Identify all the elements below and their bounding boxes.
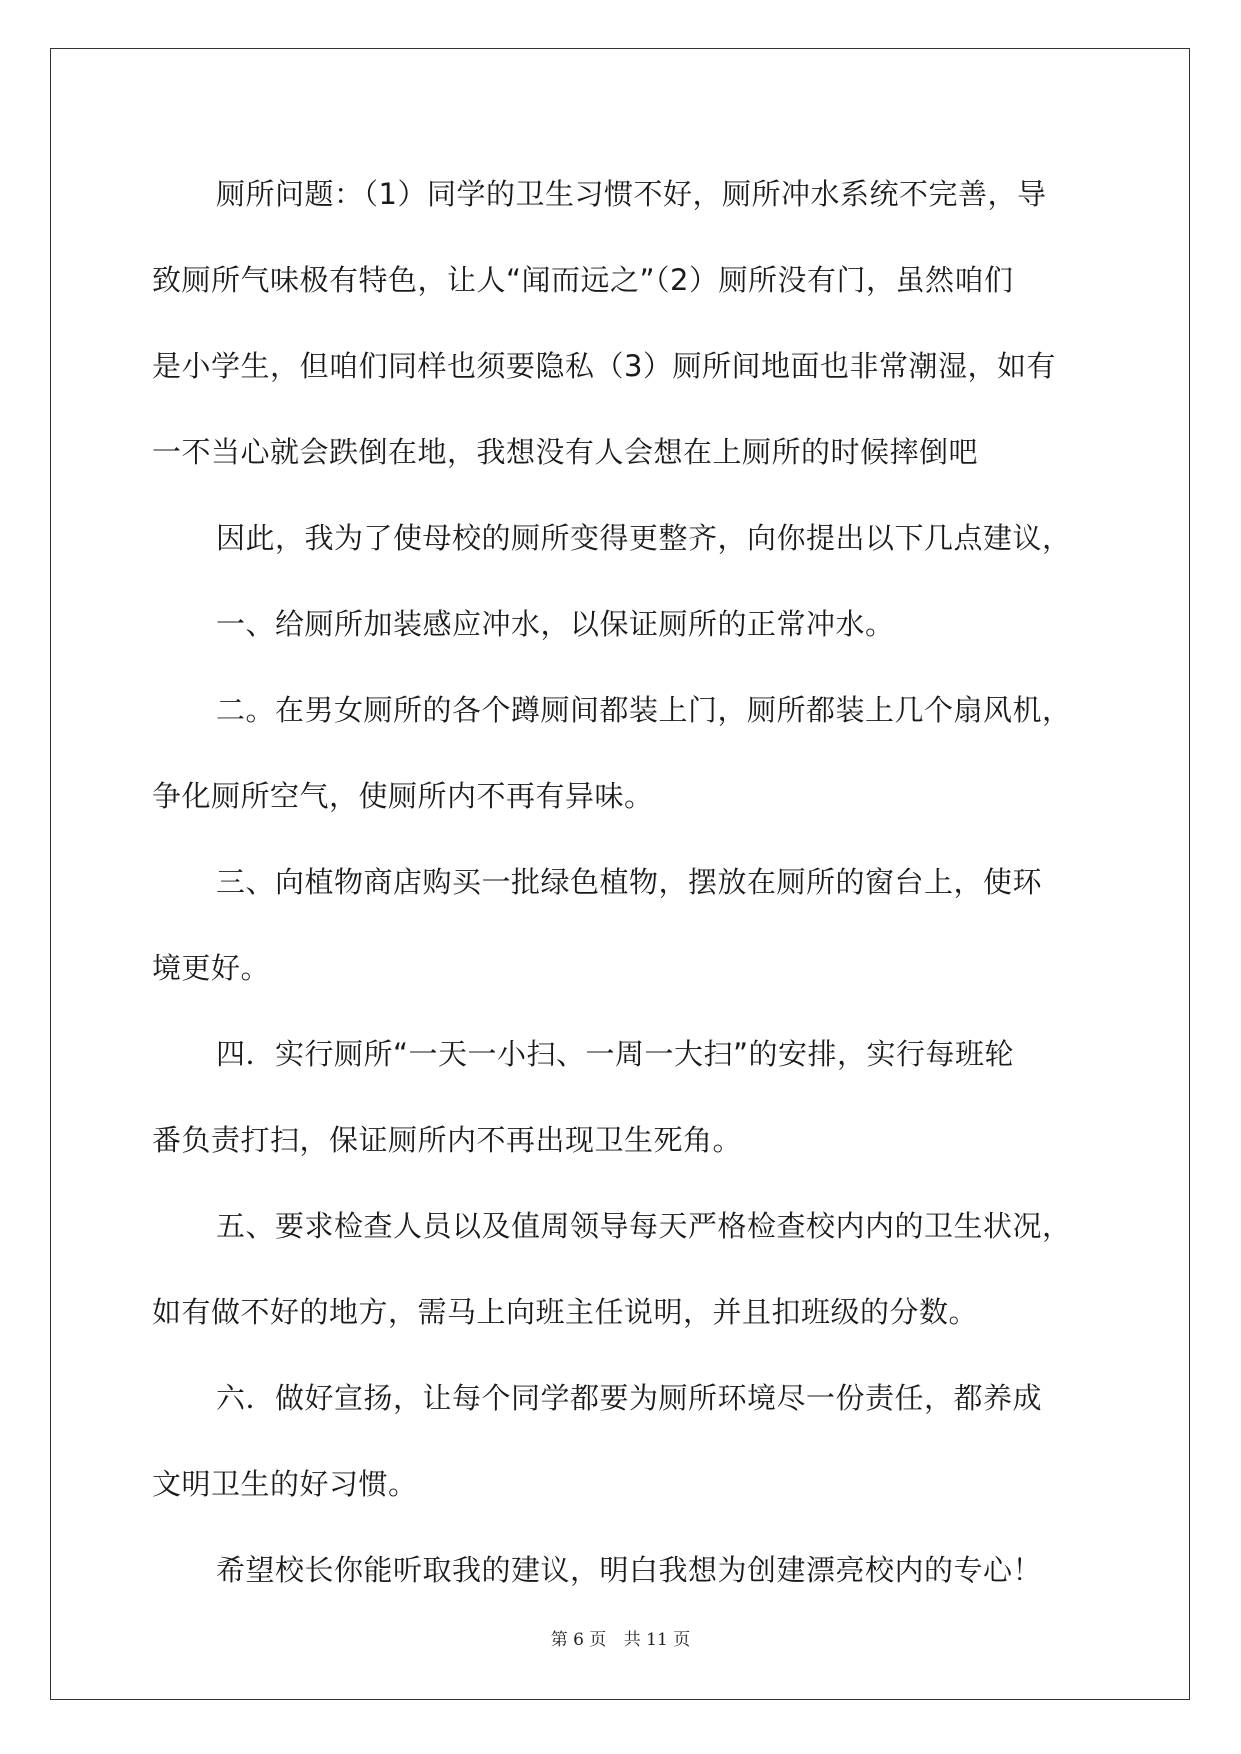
paragraph-line: 如有做不好的地方，需马上向班主任说明，并且扣班级的分数。: [152, 1295, 979, 1329]
page-footer: [0, 1625, 1241, 1650]
paragraph-line: 一不当心就会跌倒在地，我想没有人会想在上厕所的时候摔倒吧: [152, 435, 979, 469]
paragraph-line: 致厕所气味极有特色，让人“闻而远之”（2）厕所没有门，虽然咱们: [152, 263, 1014, 297]
paragraph-line: 希望校长你能听取我的建议，明白我想为创建漂亮校内的专心！: [216, 1553, 1043, 1587]
paragraph-line: 二。在男女厕所的各个蹲厕间都装上门，厕所都装上几个扇风机，: [216, 693, 1072, 727]
document-body: [152, 158, 1087, 1620]
paragraph-line: 番负责打扫，保证厕所内不再出现卫生死角。: [152, 1123, 743, 1157]
paragraph-line: 文明卫生的好习惯。: [152, 1467, 418, 1501]
page-number: 第 6 页: [550, 1630, 607, 1650]
paragraph-line: 境更好。: [152, 951, 271, 985]
paragraph-line: 争化厕所空气，使厕所内不再有异味。: [152, 779, 654, 813]
paragraph-line: 一、给厕所加装感应冲水，以保证厕所的正常冲水。: [216, 607, 895, 641]
paragraph-line: 是小学生，但咱们同样也须要隐私（3）厕所间地面也非常潮湿，如有: [152, 349, 1056, 383]
paragraph-line: 六．做好宣扬，让每个同学都要为厕所环境尽一份责任，都养成: [216, 1381, 1043, 1415]
paragraph-line: 厕所问题：（1）同学的卫生习惯不好，厕所冲水系统不完善，导: [216, 177, 1047, 211]
paragraph-line: 三、向植物商店购买一批绿色植物，摆放在厕所的窗台上，使环: [216, 865, 1043, 899]
paragraph-line: 因此，我为了使母校的厕所变得更整齐，向你提出以下几点建议，: [216, 521, 1072, 555]
paragraph-line: 四．实行厕所“一天一小扫、一周一大扫”的安排，实行每班轮: [216, 1037, 1015, 1071]
paragraph-line: 五、要求检查人员以及值周领导每天严格检查校内内的卫生状况，: [216, 1209, 1072, 1243]
page-total: 共 11 页: [623, 1630, 691, 1650]
